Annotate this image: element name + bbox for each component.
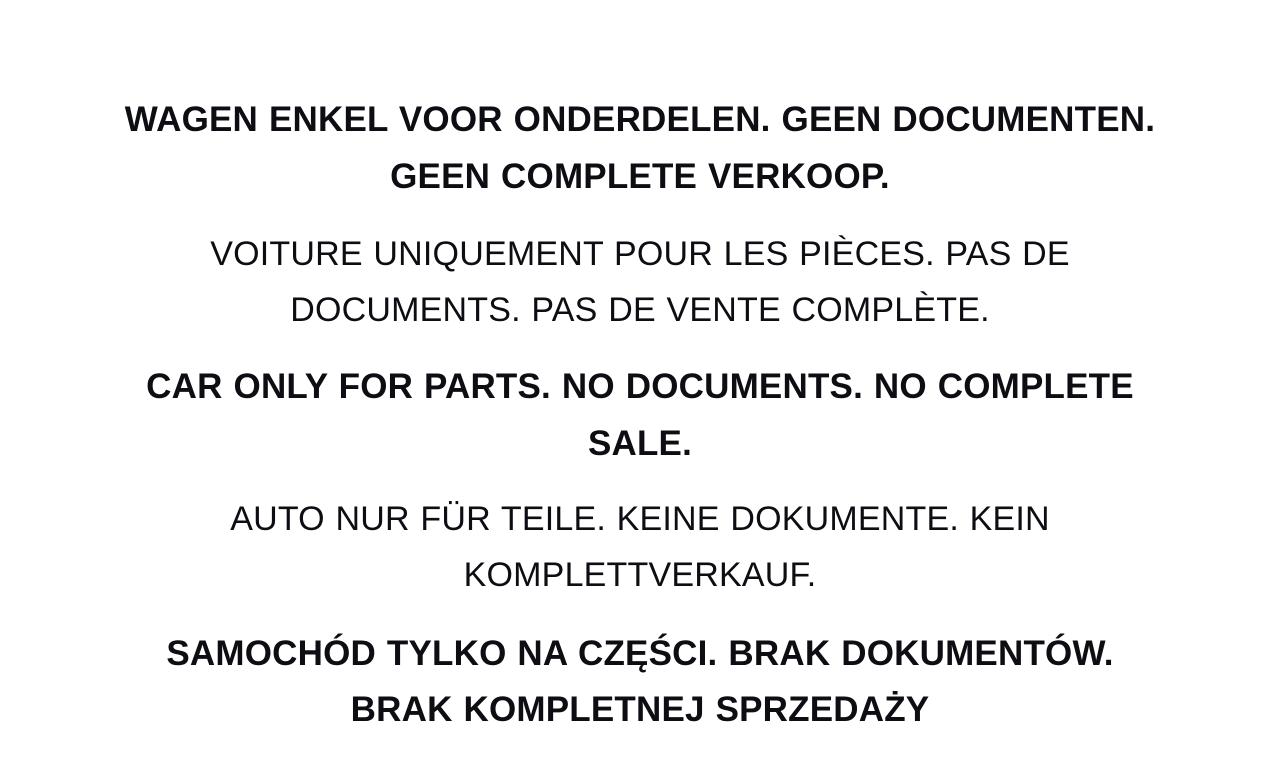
notice-line-french: VOITURE UNIQUEMENT POUR LES PIÈCES. PAS DE DOCUMENTS. PAS DE VENTE COMPLÈTE. <box>210 235 1070 330</box>
notice-line-english: CAR ONLY FOR PARTS. NO DOCUMENTS. NO COMPLETE SALE. <box>146 366 1134 463</box>
notice-line-dutch: WAGEN ENKEL VOOR ONDERDELEN. GEEN DOCUMENTEN. GEEN COMPLETE VERKOOP. <box>124 100 1156 196</box>
notice-line-polish: SAMOCHÓD TYLKO NA CZĘŚCI. BRAK DOKUMENTÓW. BRAK KOMPLETNEJ SPRZEDAŻY <box>166 633 1114 730</box>
notice-line-german: AUTO NUR FÜR TEILE. KEINE DOKUMENTE. KEIN KOMPLETTVERKAUF. <box>230 500 1050 594</box>
